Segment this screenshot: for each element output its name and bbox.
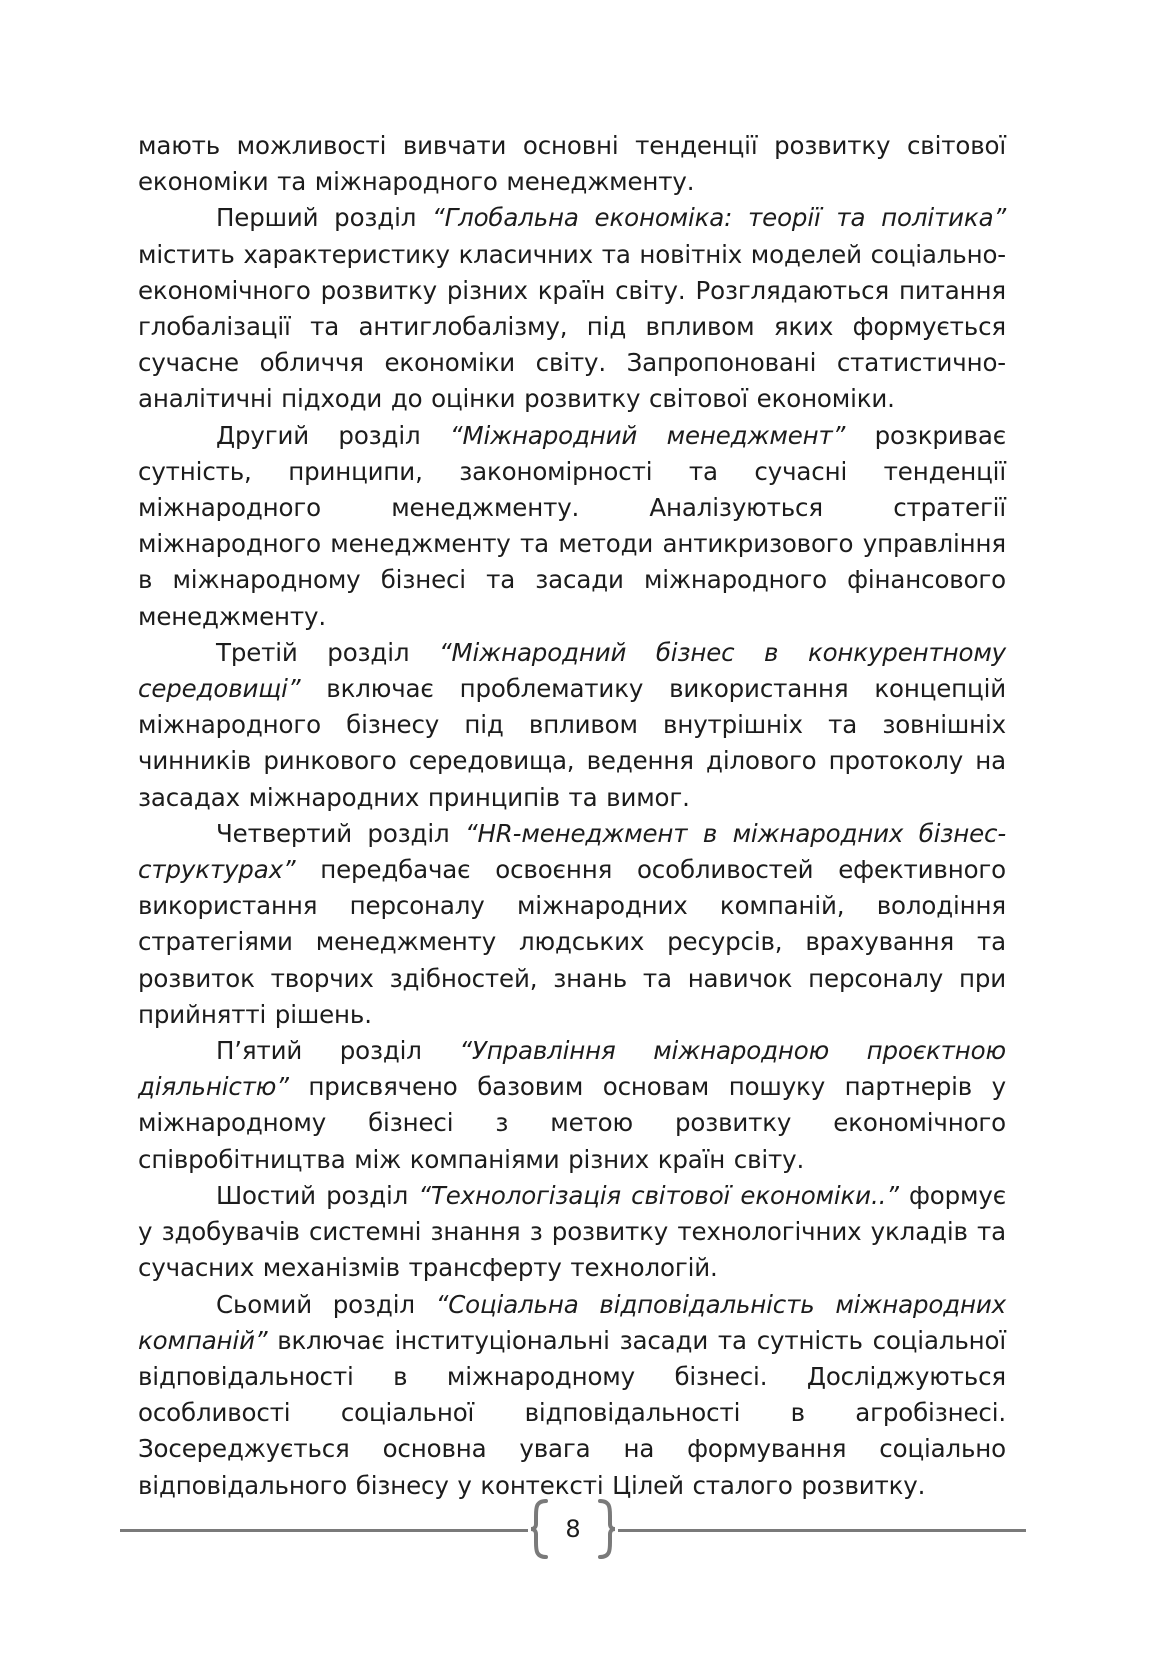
section-lead: П’ятий розділ	[216, 1036, 460, 1066]
section-body: включає інституціональні засади та сутність соціальної відповідальності в міжнародному бізнесі. Досліджуються особливості соціальної відповідальності в агробізнесі. Зосереджується основна увага на формування соціально відповідального бізнесу у контексті Цілей сталого розвитку.	[138, 1325, 1006, 1500]
footer-rule-left	[120, 1529, 528, 1532]
section-lead: Сьомий розділ	[216, 1289, 436, 1319]
section-body: присвячено базовим основам пошуку партнерів у міжнародному бізнесі з метою розвитку економічного співробітництва між компаніями різних країн світу.	[138, 1072, 1006, 1174]
section-lead: Шостий розділ	[216, 1180, 419, 1210]
section-paragraph-7	[138, 1287, 1006, 1504]
page-body	[138, 128, 1006, 1504]
section-title: “Міжнародний бізнес в конкурентному середовищі”	[138, 637, 1006, 704]
intro-paragraph: мають можливості вивчати основні тенденції розвитку світової економіки та міжнародного менеджменту.	[138, 131, 1006, 197]
section-title: “HR-менеджмент в міжнародних бізнес-структурах”	[138, 818, 1007, 885]
section-paragraph-4	[138, 816, 1006, 1033]
section-paragraph-2	[138, 418, 1006, 635]
left-bracket-icon	[528, 1498, 550, 1560]
section-title: “Технологізація світової економіки..”	[418, 1180, 899, 1210]
section-body: містить характеристику класичних та новітніх моделей соціально-економічного розвитку різних країн світу. Розглядаються питання глобалізації та антиглобалізму, під впливом яких формується сучасне обличчя економіки світу. Запропоновані статистично-аналітичні підходи до оцінки розвитку світової економіки.	[138, 239, 1006, 414]
section-paragraph-1	[138, 200, 1006, 417]
section-body: розкриває сутність, принципи, закономірності та сучасні тенденції міжнародного менеджменту. Аналізуються стратегії міжнародного менеджменту та методи антикризового управління в міжнародному бізнесі та засади міжнародного фінансового менеджменту.	[138, 420, 1006, 631]
section-title: “Соціальна відповідальність міжнародних компаній”	[138, 1289, 1006, 1355]
section-lead: Четвертий розділ	[216, 818, 465, 848]
section-lead: Другий розділ	[216, 420, 450, 450]
section-paragraph-5	[138, 1033, 1006, 1178]
section-title: “Міжнародний менеджмент”	[449, 420, 846, 450]
section-title: “Глобальна економіка: теорії та політика”	[432, 203, 1006, 233]
page-number: 8	[565, 1515, 581, 1543]
section-lead: Перший розділ	[216, 203, 433, 233]
page-footer	[120, 1498, 1026, 1562]
section-body: формує у здобувачів системні знання з розвитку технологічних укладів та сучасних механізмів трансферту технологій.	[138, 1180, 1006, 1283]
section-body: передбачає освоєння особливостей ефективного використання персоналу міжнародних компаній, володіння стратегіями менеджменту людських ресурсів, врахування та розвиток творчих здібностей, знань та навичок персоналу при прийнятті рішень.	[138, 855, 1006, 1029]
section-paragraph-6	[138, 1178, 1006, 1287]
section-title: “Управління міжнародною проєктною діяльністю”	[138, 1036, 1006, 1102]
section-body: включає проблематику використання концепцій міжнародного бізнесу під впливом внутрішніх та зовнішніх чинників ринкового середовища, ведення ділового протоколу на засадах міжнародних принципів та вимог.	[138, 674, 1006, 812]
footer-rule-right	[618, 1529, 1026, 1532]
section-lead: Третій розділ	[216, 637, 439, 667]
right-bracket-icon	[596, 1498, 618, 1560]
section-paragraph-3	[138, 635, 1006, 816]
